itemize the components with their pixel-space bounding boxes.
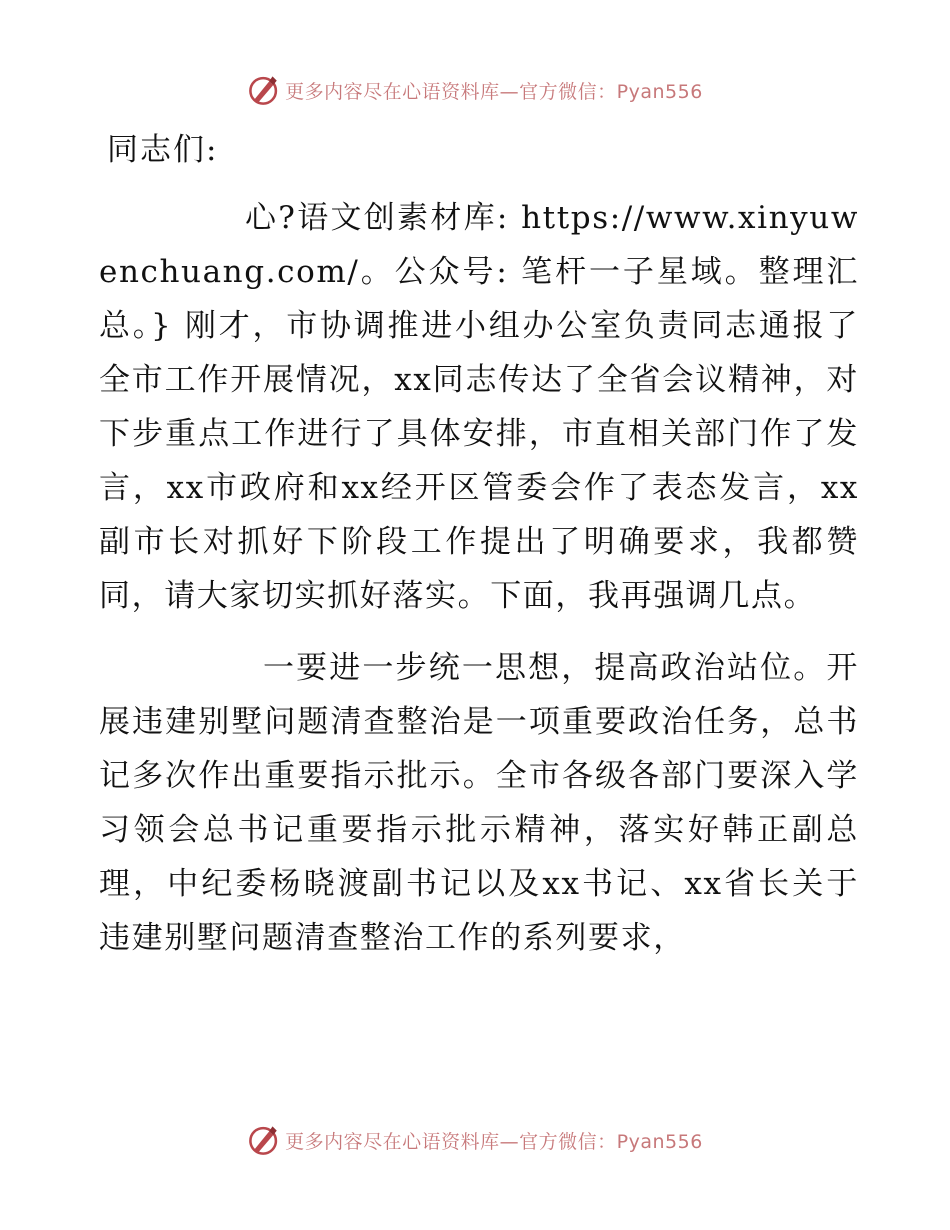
pen-logo-icon [247,73,281,107]
document-body [99,123,859,965]
header-banner [0,70,950,110]
salutation: 同志们: [107,132,219,168]
paragraph-2: 一要进一步统一思想，提高政治站位。开展违建别墅问题清查整治是一项重要政治任务，总书记多次作出重要指示批示。全市各级各部门要深入学习领会总书记重要指示批示精神，落实好韩正副总理，中纪委杨晓渡副书记以及xx书记、xx省长关于违建别墅问题清查整治工作的系列要求， [99,650,859,956]
paragraph-1: 心?语文创素材库: https://www.xinyuwenchuang.com/。公众号: 笔杆一子星域。整理汇总。} 刚才，市协调推进小组办公室负责同志通报了全市工作开展情况，xx同志传达了全省会议精神，对下步重点工作进行了具体安排，市直相关部门作了发言，xx市政府和xx经开区管委会作了表态发言，xx副市长对抓好下阶段工作提出了明确要求，我都赞同，请大家切实抓好落实。下面，我再强调几点。 [99,200,859,614]
banner-text: 更多内容尽在心语资料库—官方微信：Pyan556 [285,80,703,103]
footer-banner [0,1120,950,1160]
pen-logo-icon [247,1123,281,1157]
banner-text: 更多内容尽在心语资料库—官方微信：Pyan556 [285,1130,703,1153]
